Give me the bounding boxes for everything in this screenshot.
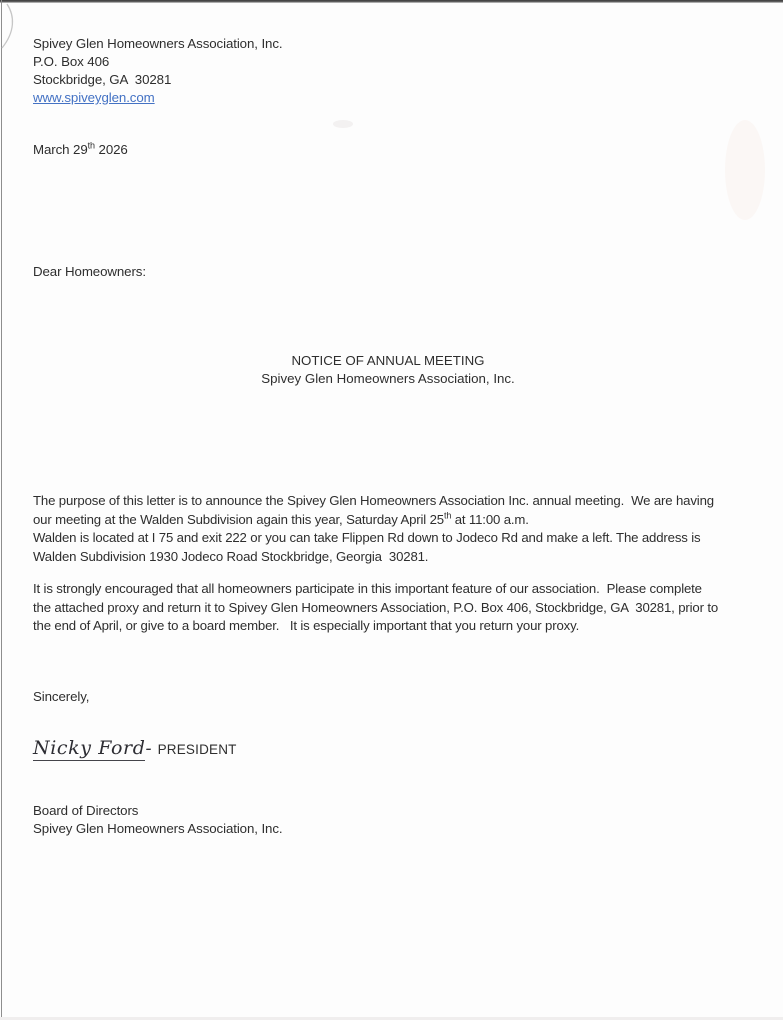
date-line xyxy=(33,141,743,159)
salutation: Dear Homeowners: xyxy=(33,264,146,279)
paragraph-line: It is strongly encouraged that all homeowners participate in this important feature of our association. Please complete xyxy=(33,581,702,596)
paragraph-proxy-request xyxy=(33,580,743,636)
paragraph-line: Walden is located at I 75 and exit 222 or you can take Flippen Rd down to Jodeco Rd and make a left. The address is xyxy=(33,530,701,545)
signature-row xyxy=(33,737,743,764)
date-ordinal: th xyxy=(443,510,452,521)
paragraph-line: The purpose of this letter is to announce the Spivey Glen Homeowners Association Inc. annual meeting. We are having xyxy=(33,493,714,508)
signature-dash: - xyxy=(145,737,152,759)
org-name: Spivey Glen Homeowners Association, Inc. xyxy=(33,36,283,51)
notice-title-block xyxy=(33,352,743,388)
letterhead-address-block xyxy=(33,35,743,107)
paragraph-line: the attached proxy and return it to Spivey Glen Homeowners Association, P.O. Box 406, Stockbridge, GA 30281, prior to xyxy=(33,599,719,615)
paragraph-line xyxy=(33,511,743,530)
website-line xyxy=(33,89,743,107)
city-state-zip-line: Stockbridge, GA 30281 xyxy=(33,72,172,87)
paragraph-text: our meeting at the Walden Subdivision again this year, Saturday April 25 xyxy=(33,511,444,527)
signature-handwritten-name: Nicky Ford xyxy=(33,736,146,759)
date-year: 2026 xyxy=(94,142,128,157)
notice-subtitle: Spivey Glen Homeowners Association, Inc. xyxy=(261,371,515,386)
po-box-line: P.O. Box 406 xyxy=(33,54,110,69)
paragraph-text: at 11:00 a.m. xyxy=(451,511,529,527)
date-ordinal: th xyxy=(87,140,95,151)
paragraph-meeting-announcement xyxy=(33,492,743,566)
paragraph-line: Walden Subdivision 1930 Jodeco Road Stockbridge, Georgia 30281. xyxy=(33,548,429,564)
closing-sincerely: Sincerely, xyxy=(33,688,90,704)
footer-board-line: Board of Directors xyxy=(33,802,139,818)
footer-org-line: Spivey Glen Homeowners Association, Inc. xyxy=(33,820,283,836)
footer-block xyxy=(33,802,743,838)
paragraph-line: the end of April, or give to a board member. It is especially important that you return your proxy. xyxy=(33,618,580,633)
notice-title: NOTICE OF ANNUAL MEETING xyxy=(291,353,485,368)
signature-title: PRESIDENT xyxy=(157,741,237,757)
website-link[interactable]: www.spiveyglen.com xyxy=(33,90,155,105)
date-text: March 29 xyxy=(33,142,88,157)
